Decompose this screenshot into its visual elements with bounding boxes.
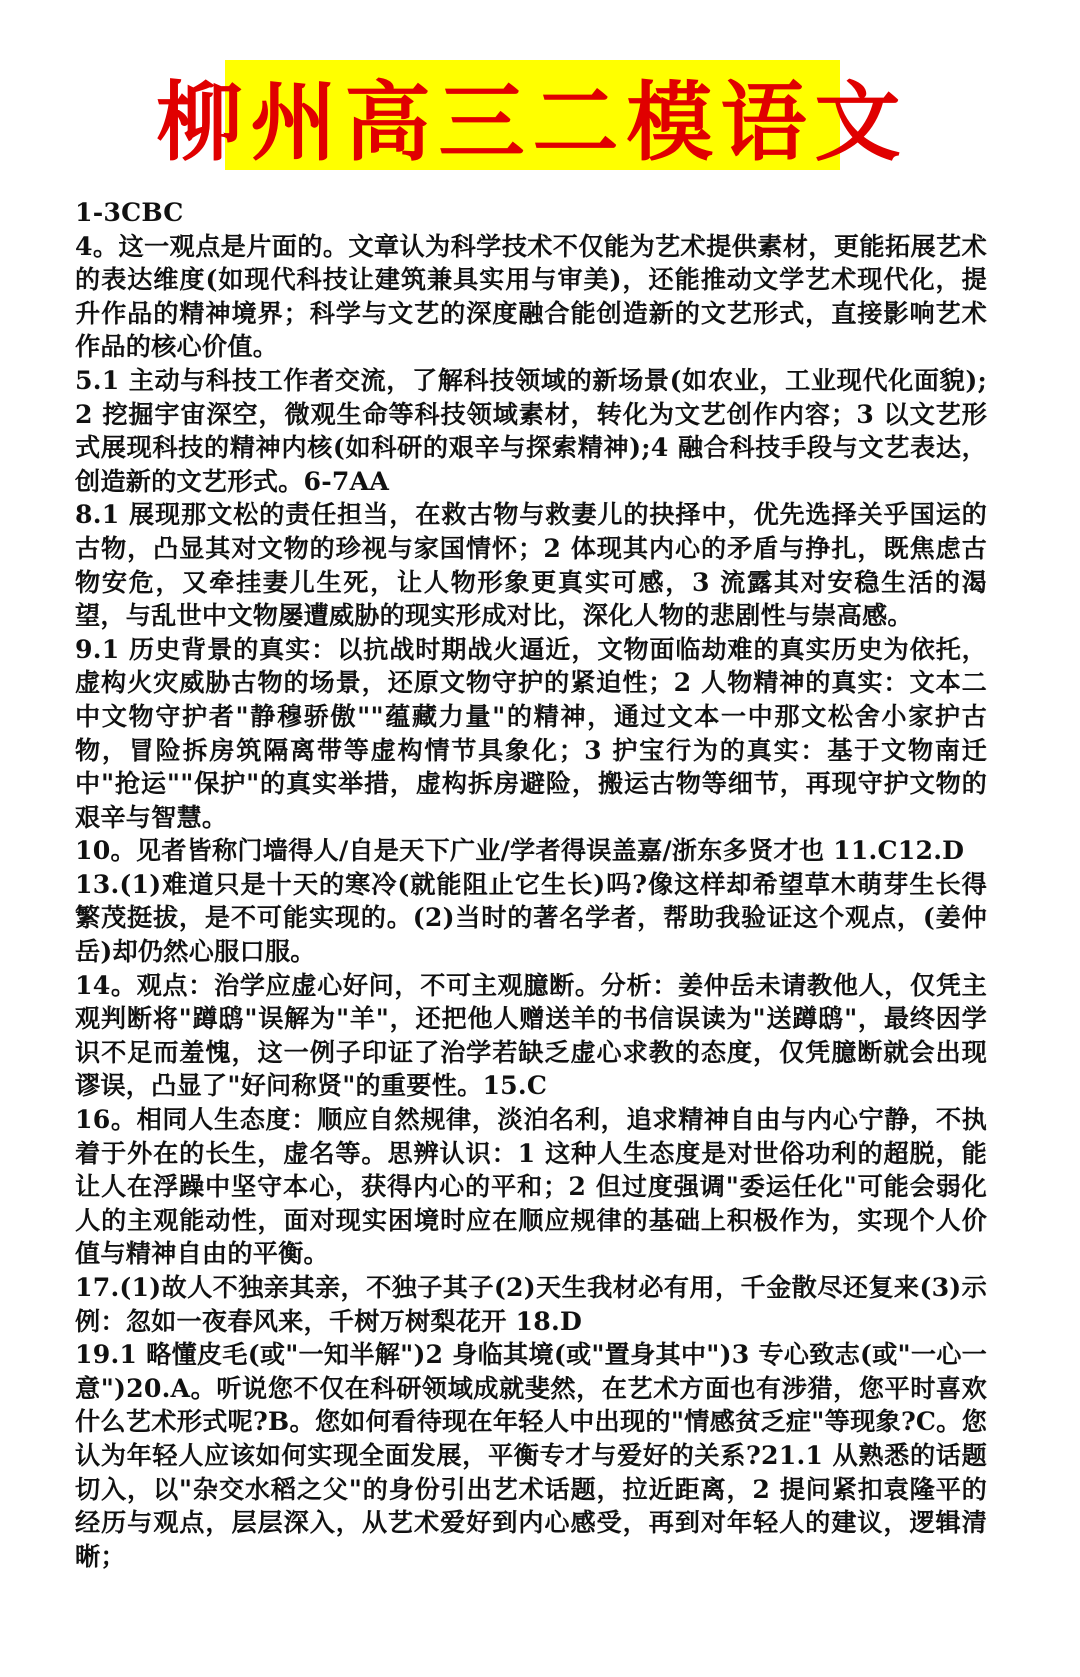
answer-paragraph-14-15: 14。观点：治学应虚心好问，不可主观臆断。分析：姜仲岳未请教他人，仅凭主观判断将"蹲鸱"误解为"羊"，还把他人赠送羊的书信误读为"送蹲鸱"，最终因学识不足而羞愧，这一例子印证了治学若缺乏虚心求教的态度，仅凭臆断就会出现谬误，凸显了"好问称贤"的重要性。15.C [75, 969, 987, 1101]
answer-paragraph-10-12: 10。见者皆称门墙得人/自是天下广业/学者得误盖嘉/浙东多贤才也 11.C12.D [75, 835, 965, 866]
answer-paragraph-8: 8.1 展现那文松的责任担当，在救古物与救妻儿的抉择中，优先选择关乎国运的古物，凸显其对文物的珍视与家国情怀；2 体现其内心的矛盾与挣扎，既焦虑古物安危，又牵挂妻儿生死，让人物形象更真实可感，3 流露其对安稳生活的渴望，与乱世中文物屡遭威胁的现实形成对比，深化人物的悲剧性与崇高感。 [75, 499, 987, 631]
answer-paragraph-4: 4。这一观点是片面的。文章认为科学技术不仅能为艺术提供素材，更能拓展艺术的表达维度(如现代科技让建筑兼具实用与审美)，还能推动文学艺术现代化，提升作品的精神境界；科学与文艺的深度融合能创造新的文艺形式，直接影响艺术作品的核心价值。 [75, 230, 987, 362]
answer-paragraph-9: 9.1 历史背景的真实：以抗战时期战火逼近，文物面临劫难的真实历史为依托，虚构火灾威胁古物的场景，还原文物守护的紧迫性；2 人物精神的真实：文本二中文物守护者"静穆骄傲""蕴藏力量"的精神，通过文本一中那文松舍小家护古物，冒险拆房筑隔离带等虚构情节具象化；3 护宝行为的真实：基于文物南迁中"抢运""保护"的真实举措，虚构拆房避险，搬运古物等细节，再现守护文物的艰辛与智慧。 [75, 633, 987, 832]
answer-paragraph-16: 16。相同人生态度：顺应自然规律，淡泊名利，追求精神自由与内心宁静，不执着于外在的长生，虚名等。思辨认识：1 这种人生态度是对世俗功利的超脱，能让人在浮躁中坚守本心，获得内心的平和；2 但过度强调"委运任化"可能会弱化人的主观能动性，面对现实困境时应在顺应规律的基础上积极作为，实现个人价值与精神自由的平衡。 [75, 1104, 987, 1269]
answer-paragraph-1-3: 1-3CBC [75, 197, 184, 227]
answer-paragraph-13: 13.(1)难道只是十天的寒冷(就能阻止它生长)吗?像这样却希望草木萌芽生长得繁茂挺拔，是不可能实现的。(2)当时的著名学者，帮助我验证这个观点，(姜仲岳)却仍然心服口服。 [75, 868, 987, 967]
answer-content [75, 196, 987, 1573]
answer-paragraph-5-7: 5.1 主动与科技工作者交流，了解科技领域的新场景(如农业，工业现代化面貌);2 挖掘宇宙深空，微观生命等科技领域素材，转化为文艺创作内容；3 以文艺形式展现科技的精神内核(如科研的艰辛与探索精神);4 融合科技手段与文艺表达，创造新的文艺形式。6-7AA [75, 364, 987, 496]
page-title: 柳州高三二模语文 [156, 73, 909, 173]
answer-paragraph-19-21: 19.1 略懂皮毛(或"一知半解")2 身临其境(或"置身其中")3 专心致志(或"一心一意")20.A。听说您不仅在科研领域成就斐然，在艺术方面也有涉猎，您平时喜欢什么艺术形式呢?B。您如何看待现在年轻人中出现的"情感贫乏症"等现象?C。您认为年轻人应该如何实现全面发展，平衡专才与爱好的关系?21.1 从熟悉的话题切入，以"杂交水稻之父"的身份引出艺术话题，拉近距离，2 提问紧扣袁隆平的经历与观点，层层深入，从艺术爱好到内心感受，再到对年轻人的建议，逻辑清晰； [75, 1339, 987, 1571]
answer-paragraph-17-18: 17.(1)故人不独亲其亲，不独子其子(2)天生我材必有用，千金散尽还复来(3)示例：忽如一夜春风来，千树万树梨花开 18.D [75, 1272, 987, 1336]
title-banner [156, 60, 909, 173]
